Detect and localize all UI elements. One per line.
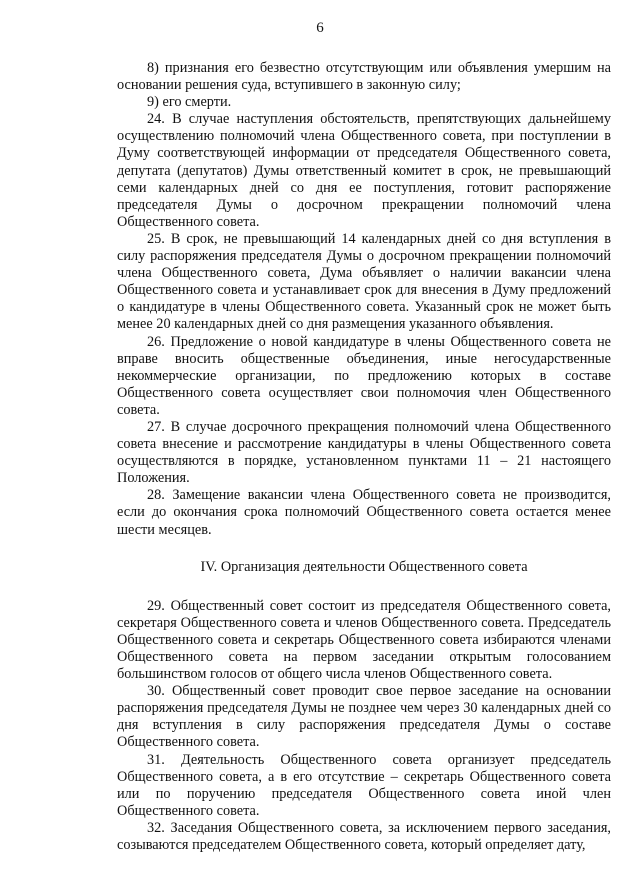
paragraph-item-9: 9) его смерти. <box>147 94 232 111</box>
paragraph-25: 25. В срок, не превышающий 14 календарных дней со дня вступления в силу распоряжения председателя Думы о досрочном прекращении полномочий члена Общественного совета, Дума объявляет о наличии вакансии члена Общественного совета и устанавливает срок для внесения в Думу предложений о кандидатуре в члены Общественного совета. Указанный срок не может быть менее 20 календарных дней со дня размещения указанного объявления. <box>117 230 611 333</box>
section-heading: IV. Организация деятельности Общественного совета <box>200 558 528 575</box>
paragraph-32: 32. Заседания Общественного совета, за исключением первого заседания, созываются председателем Общественного совета, который определяет дату, <box>117 819 611 854</box>
paragraph-24: 24. В случае наступления обстоятельств, препятствующих дальнейшему осуществлению полномочий члена Общественного совета, при поступлении в Думу соответствующей информации от председателя Общественного совета, депутата (депутатов) Думы ответственный комитет в срок, не превышающий семи календарных дней со дня ее поступления, готовит распоряжение председателя Думы о досрочном прекращении полномочий члена Общественного совета. <box>117 111 611 230</box>
paragraph-27: 27. В случае досрочного прекращения полномочий члена Общественного совета внесение и рассмотрение кандидатуры в члены Общественного совета осуществляются в порядке, установленном пунктами 11 – 21 настоящего Положения. <box>117 418 611 487</box>
document-body <box>117 60 611 854</box>
page-number: 6 <box>316 20 324 36</box>
paragraph-28: 28. Замещение вакансии члена Общественного совета не производится, если до окончания срока полномочий Общественного совета остается менее шести месяцев. <box>117 487 611 538</box>
paragraph-29: 29. Общественный совет состоит из председателя Общественного совета, секретаря Общественного совета и членов Общественного совета. Председатель Общественного совета и секретарь Общественного совета избираются членами Общественного совета на первом заседании открытым голосованием большинством голосов от общего числа членов Общественного совета. <box>117 597 611 683</box>
paragraph-30: 30. Общественный совет проводит свое первое заседание на основании распоряжения председателя Думы не позднее чем через 30 календарных дней со дня вступления в силу распоряжения председателя Думы о составе Общественного совета. <box>117 683 611 751</box>
paragraph-item-8: 8) признания его безвестно отсутствующим или объявления умершим на основании решения суда, вступившего в законную силу; <box>117 60 611 94</box>
paragraph-31: 31. Деятельность Общественного совета организует председатель Общественного совета, а в его отсутствие – секретарь Общественного совета или по поручению председателя Общественного совета иной член Общественного совета. <box>117 751 611 819</box>
paragraph-26: 26. Предложение о новой кандидатуре в члены Общественного совета не вправе вносить общественные объединения, иные негосударственные некоммерческие организации, по предложению которых в составе Общественного совета осуществляет свои полномочия член Общественного совета. <box>117 333 611 418</box>
